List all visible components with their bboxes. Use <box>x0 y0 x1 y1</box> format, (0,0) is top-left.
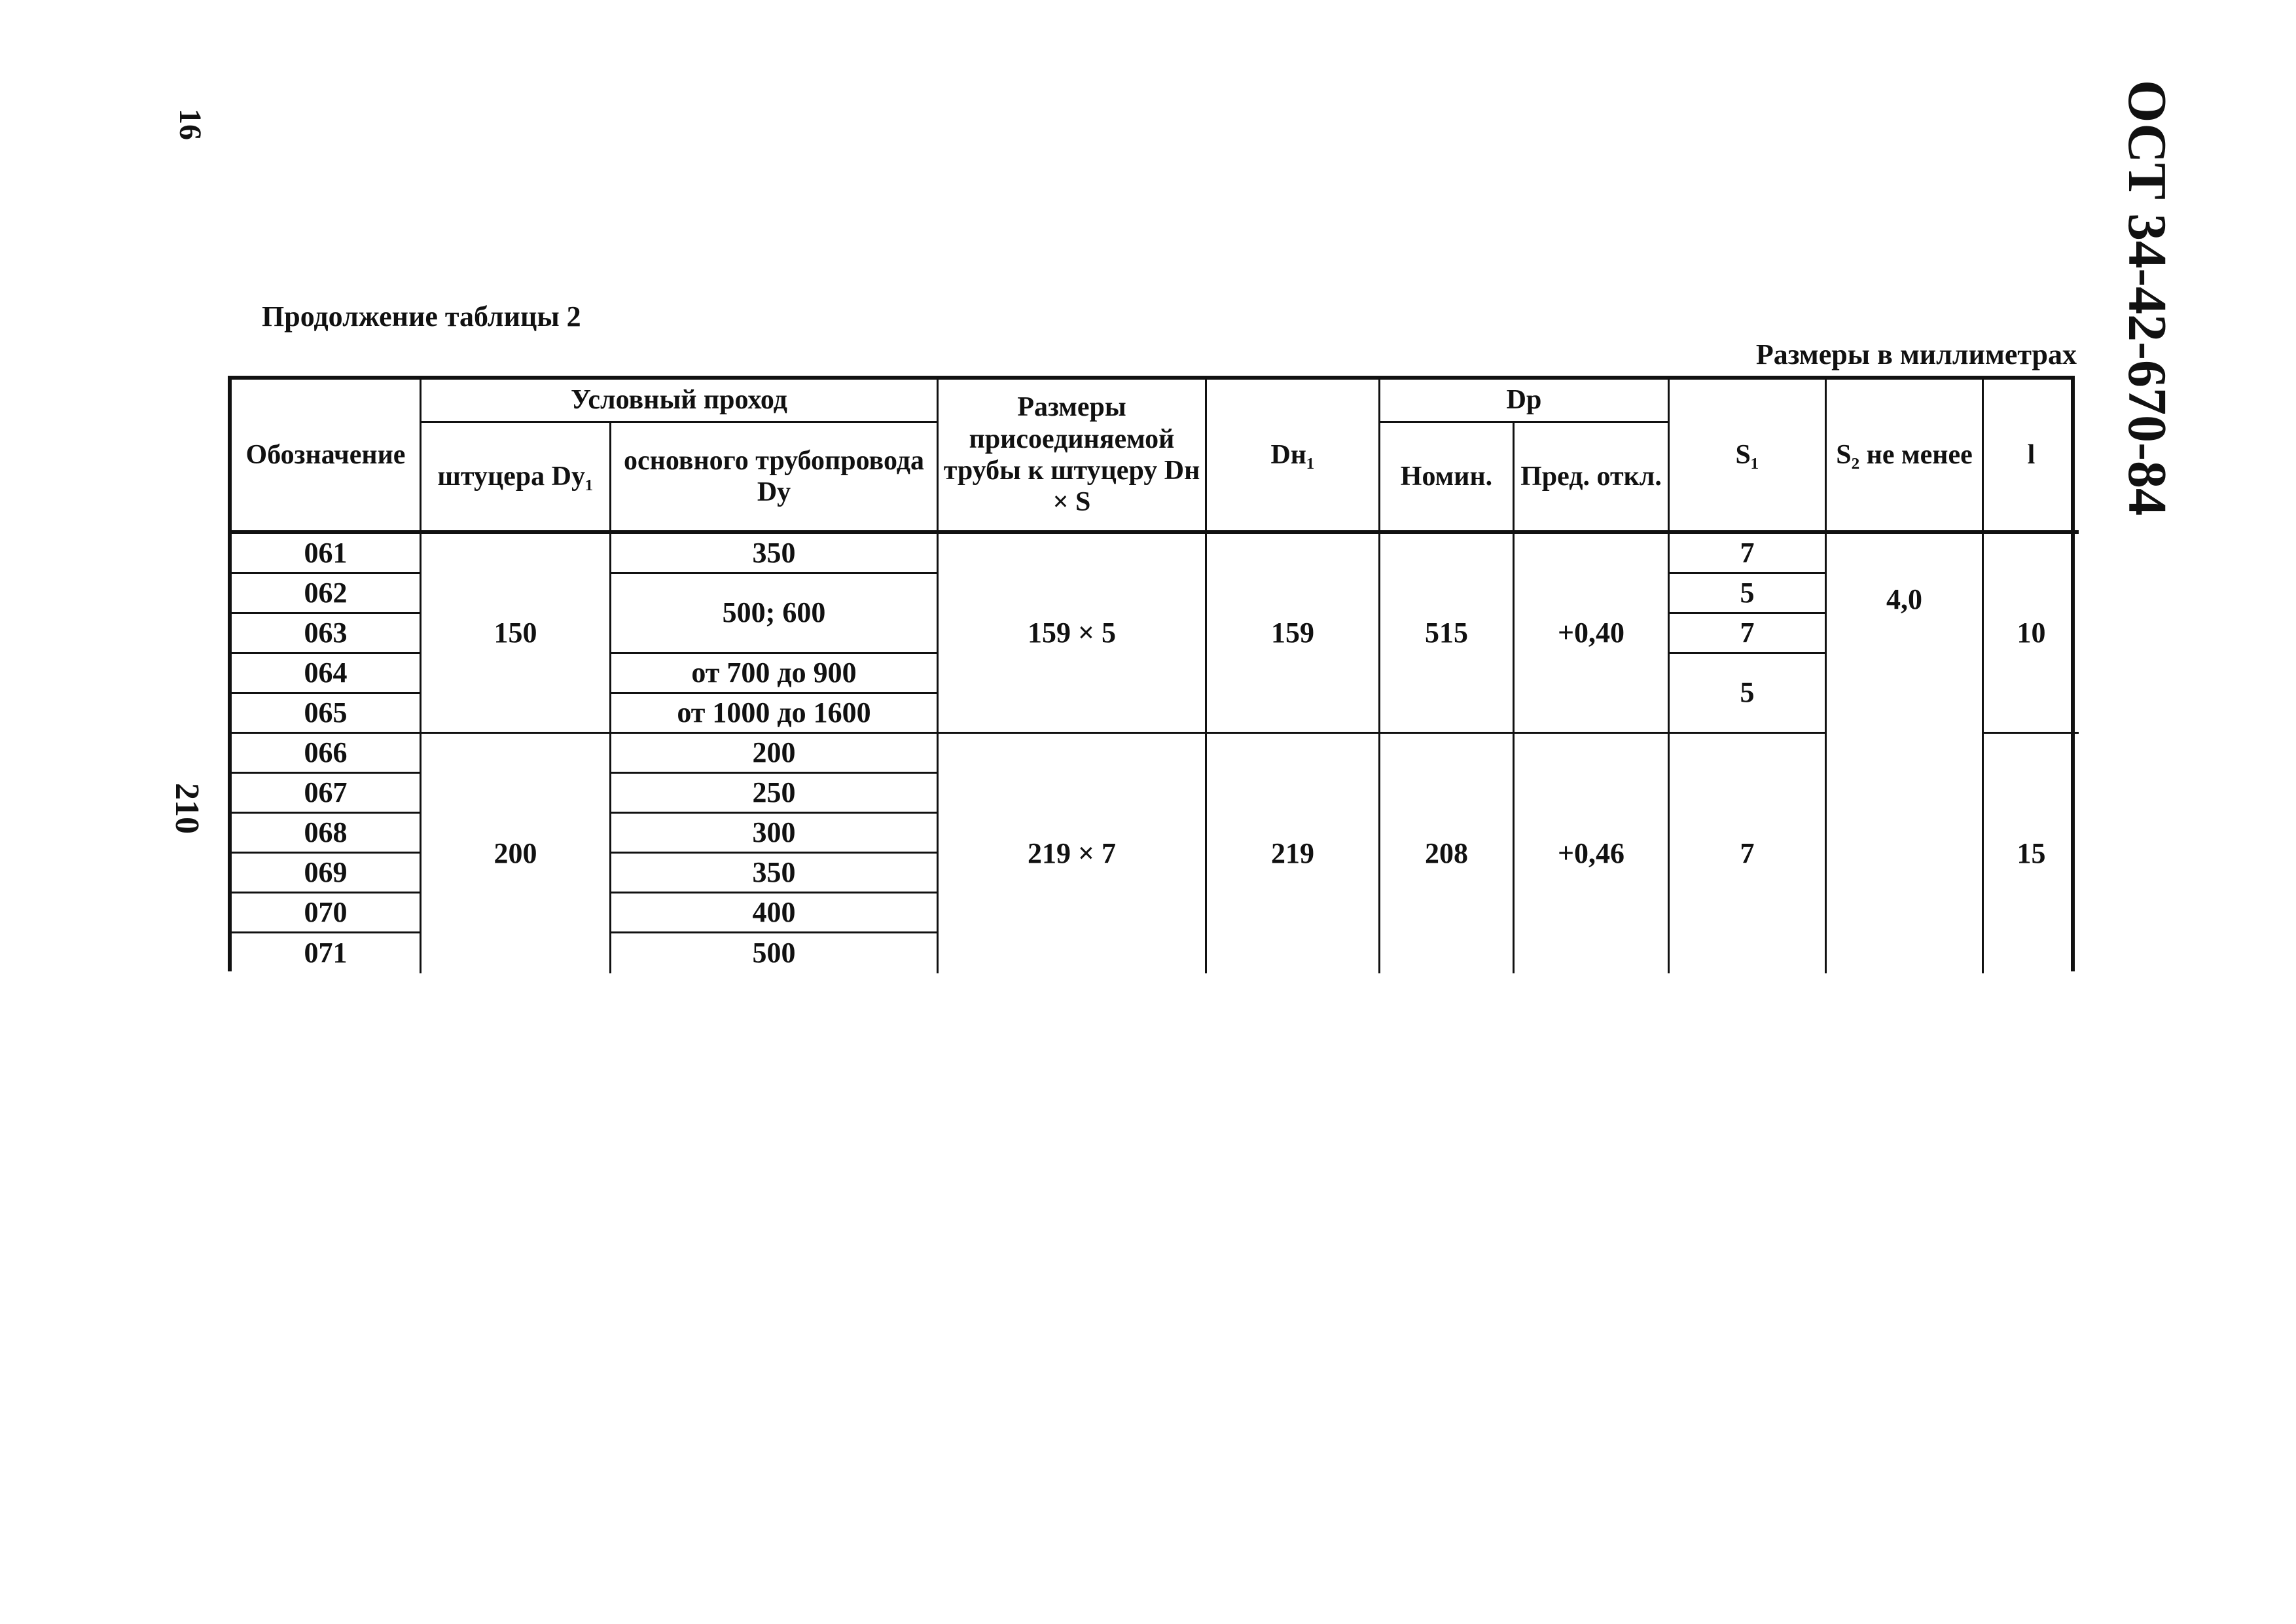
l-cell: 10 <box>1984 534 2079 734</box>
dp-tolerance-cell: +0,46 <box>1515 734 1670 973</box>
dp-nominal-cell: 515 <box>1380 534 1515 734</box>
header-fitting-dy1: штуцера Dy₁ <box>422 423 611 534</box>
main-pipe-dy-cell: 250 <box>611 774 939 814</box>
designation-cell: 071 <box>232 933 422 973</box>
main-pipe-dy-cell: 200 <box>611 734 939 774</box>
header-pipe-dims: Размеры присоединяемой трубы к штуцеру Dн × S <box>939 380 1207 534</box>
designation-cell: 063 <box>232 614 422 654</box>
main-pipe-dy-cell: 500; 600 <box>611 574 939 654</box>
dimensions-table <box>228 376 2075 971</box>
header-nominal-bore: Условный проход <box>422 380 939 423</box>
main-pipe-dy-cell: от 1000 до 1600 <box>611 694 939 734</box>
main-pipe-dy-cell: 400 <box>611 893 939 933</box>
header-s1: S₁ <box>1670 380 1827 534</box>
l-cell: 15 <box>2017 837 2046 869</box>
s2-cell: 4,0 <box>1827 534 1984 973</box>
designation-cell: 062 <box>232 574 422 614</box>
s1-cell: 7 <box>1670 614 1827 654</box>
s1-cell: 7 <box>1670 734 1827 973</box>
page-number-top: 16 <box>173 109 207 140</box>
header-dh1: Dн₁ <box>1207 380 1380 534</box>
s1-cell: 7 <box>1670 534 1827 574</box>
designation-cell: 061 <box>232 534 422 574</box>
dp-tolerance-cell: +0,40 <box>1515 534 1670 734</box>
pipe-dims-cell: 219 × 7 <box>939 734 1207 973</box>
header-designation: Обозначение <box>232 380 422 534</box>
main-pipe-dy-cell: 500 <box>611 933 939 973</box>
s1-cell: 5 <box>1670 574 1827 614</box>
main-pipe-dy-cell: от 700 до 900 <box>611 654 939 694</box>
s1-cell: 5 <box>1670 654 1827 734</box>
designation-cell: 065 <box>232 694 422 734</box>
table-caption: Продолжение таблицы 2 <box>262 300 581 333</box>
main-pipe-dy-cell: 350 <box>611 854 939 893</box>
header-main-pipe-dy: основного трубопровода Dy <box>611 423 939 534</box>
header-l: l <box>1984 380 2079 534</box>
designation-cell: 070 <box>232 893 422 933</box>
main-pipe-dy-cell: 300 <box>611 814 939 854</box>
header-dp-nominal: Номин. <box>1380 423 1515 534</box>
header-dp-tolerance: Пред. откл. <box>1515 423 1670 534</box>
main-pipe-dy-cell: 350 <box>611 534 939 574</box>
document-code: ОСТ 34-42-670-84 <box>2117 80 2178 516</box>
header-s2: S₂ не менее <box>1827 380 1984 534</box>
header-dp: Dр <box>1380 380 1670 423</box>
designation-cell: 067 <box>232 774 422 814</box>
page-number-side: 210 <box>168 783 206 834</box>
dh1-cell: 219 <box>1207 734 1380 973</box>
dp-nominal-cell: 208 <box>1380 734 1515 973</box>
units-note: Размеры в миллиметрах <box>1755 338 2077 370</box>
designation-cell: 068 <box>232 814 422 854</box>
designation-cell: 069 <box>232 854 422 893</box>
fitting-dy1-cell: 200 <box>422 734 611 973</box>
fitting-dy1-cell: 150 <box>422 534 611 734</box>
dh1-cell: 159 <box>1207 534 1380 734</box>
designation-cell: 066 <box>232 734 422 774</box>
pipe-dims-cell: 159 × 5 <box>939 534 1207 734</box>
designation-cell: 064 <box>232 654 422 694</box>
